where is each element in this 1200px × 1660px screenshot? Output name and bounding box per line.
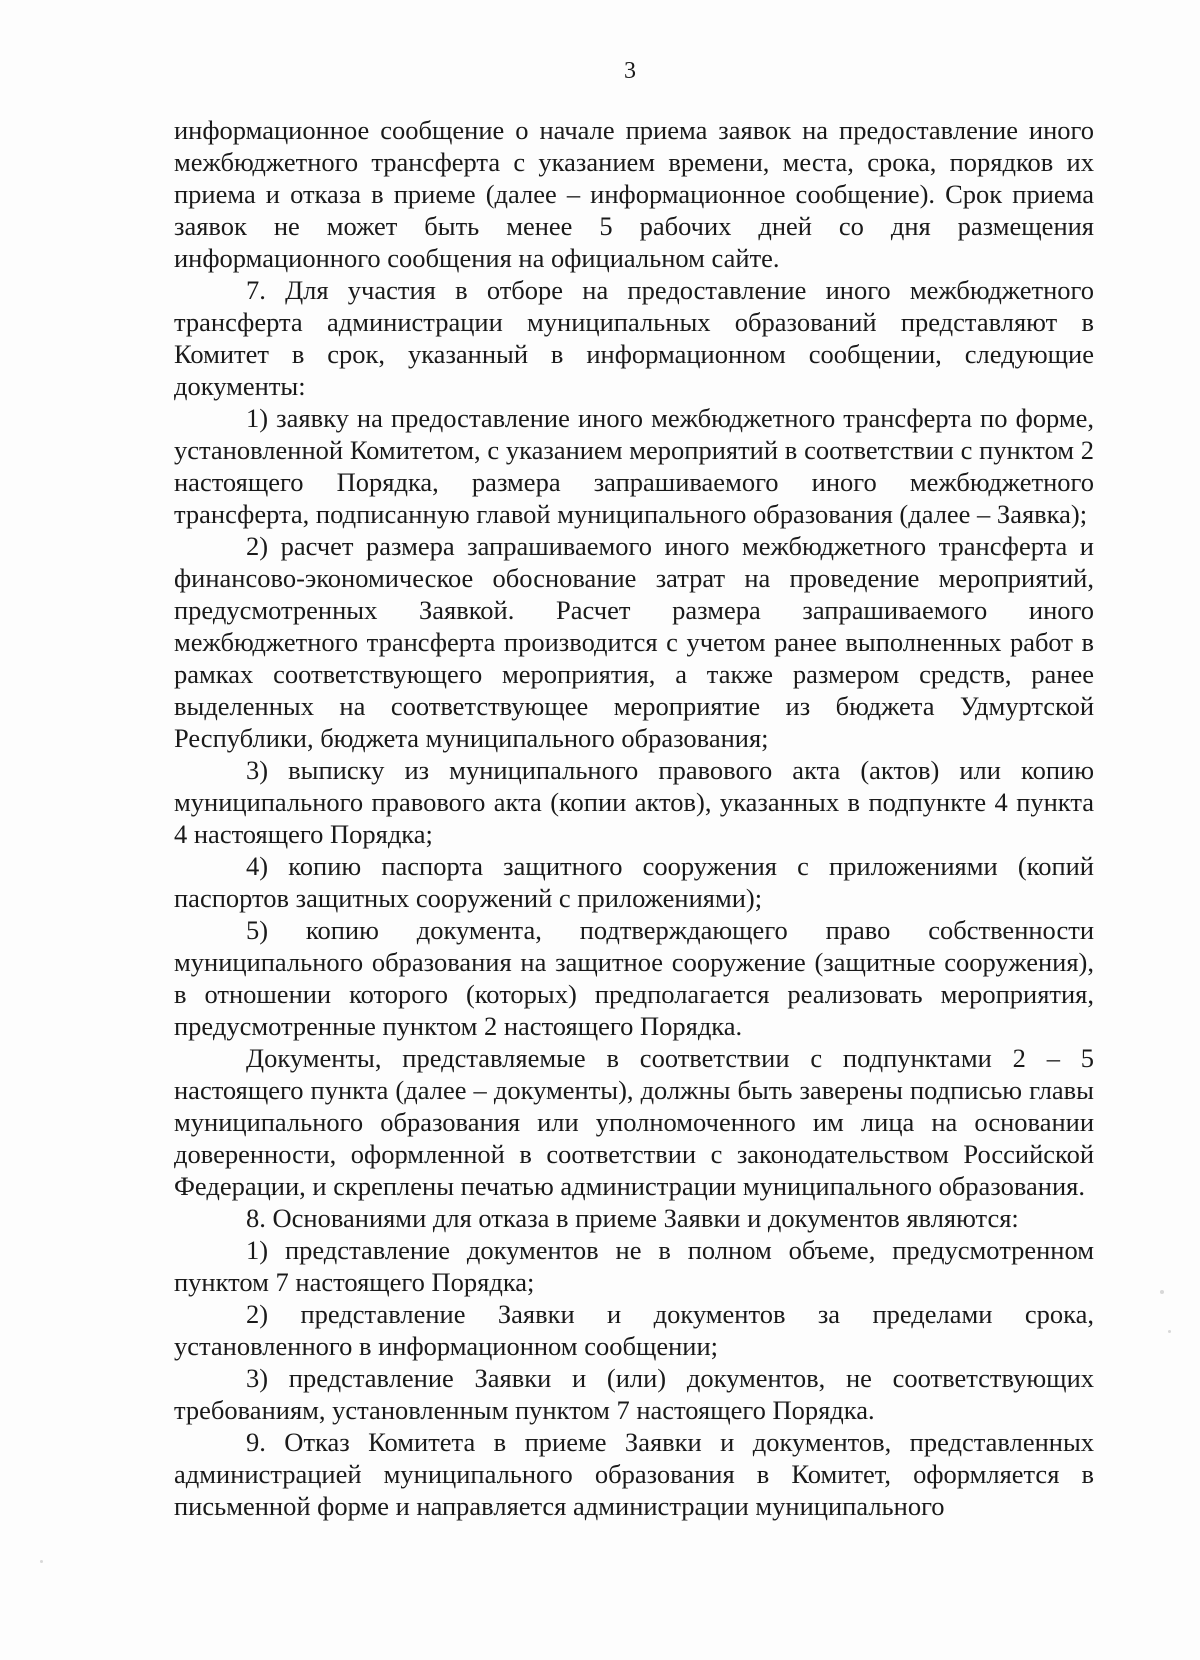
scan-speck [1160, 1290, 1164, 1294]
subitem-7-1: 1) заявку на предоставление иного межбюджетного трансферта по форме, установленной Комитетом, с указанием мероприятий в соответствии с пунктом 2 настоящего Порядка, размера запрашиваемого иного межбюджетного трансферта, подписанную главой муниципального образования (далее – Заявка); [174, 403, 1094, 529]
subitem-8-1: 1) представление документов не в полном объеме, предусмотренном пунктом 7 настоящего Порядка; [174, 1235, 1094, 1297]
scan-speck [1168, 1330, 1171, 1333]
paragraph-item-7: 7. Для участия в отборе на предоставление иного межбюджетного трансферта администрации муниципальных образований представляют в Комитет в срок, указанный в информационном сообщении, следующие документы: [174, 275, 1094, 401]
subitem-7-3: 3) выписку из муниципального правового акта (актов) или копию муниципального правового акта (копии актов), указанных в подпункте 4 пункта 4 настоящего Порядка; [174, 755, 1094, 849]
paragraph-item-8: 8. Основаниями для отказа в приеме Заявки и документов являются: [246, 1203, 1019, 1233]
paragraph-continuation: информационное сообщение о начале приема заявок на предоставление иного межбюджетного трансферта с указанием времени, места, срока, порядков их приема и отказа в приеме (далее – информационное сообщение). Срок приема заявок не может быть менее 5 рабочих дней со дня размещения информационного сообщения на официальном сайте. [174, 115, 1094, 273]
page-number: 3 [624, 58, 636, 84]
document-body [174, 114, 1094, 1522]
subitem-8-2: 2) представление Заявки и документов за пределами срока, установленного в информационном сообщении; [174, 1299, 1094, 1361]
paragraph-documents-certification: Документы, представляемые в соответствии с подпунктами 2 – 5 настоящего пункта (далее – документы), должны быть заверены подписью главы муниципального образования или уполномоченного им лица на основании доверенности, оформленной в соответствии с законодательством Российской Федерации, и скреплены печатью администрации муниципального образования. [174, 1043, 1094, 1201]
scan-speck [40, 1560, 43, 1563]
paragraph-item-9: 9. Отказ Комитета в приеме Заявки и документов, представленных администрацией муниципального образования в Комитет, оформляется в письменной форме и направляется администрации муниципального [174, 1427, 1094, 1521]
subitem-8-3: 3) представление Заявки и (или) документов, не соответствующих требованиям, установленным пунктом 7 настоящего Порядка. [174, 1363, 1094, 1425]
subitem-7-4: 4) копию паспорта защитного сооружения с приложениями (копий паспортов защитных сооружений с приложениями); [174, 851, 1094, 913]
subitem-7-5: 5) копию документа, подтверждающего право собственности муниципального образования на защитное сооружение (защитные сооружения), в отношении которого (которых) предполагается реализовать мероприятия, предусмотренные пунктом 2 настоящего Порядка. [174, 915, 1094, 1041]
subitem-7-2: 2) расчет размера запрашиваемого иного межбюджетного трансферта и финансово-экономическое обоснование затрат на проведение мероприятий, предусмотренных Заявкой. Расчет размера запрашиваемого иного межбюджетного трансферта производится с учетом ранее выполненных работ в рамках соответствующего мероприятия, а также размером средств, ранее выделенных на соответствующее мероприятие из бюджета Удмуртской Республики, бюджета муниципального образования; [174, 531, 1094, 753]
